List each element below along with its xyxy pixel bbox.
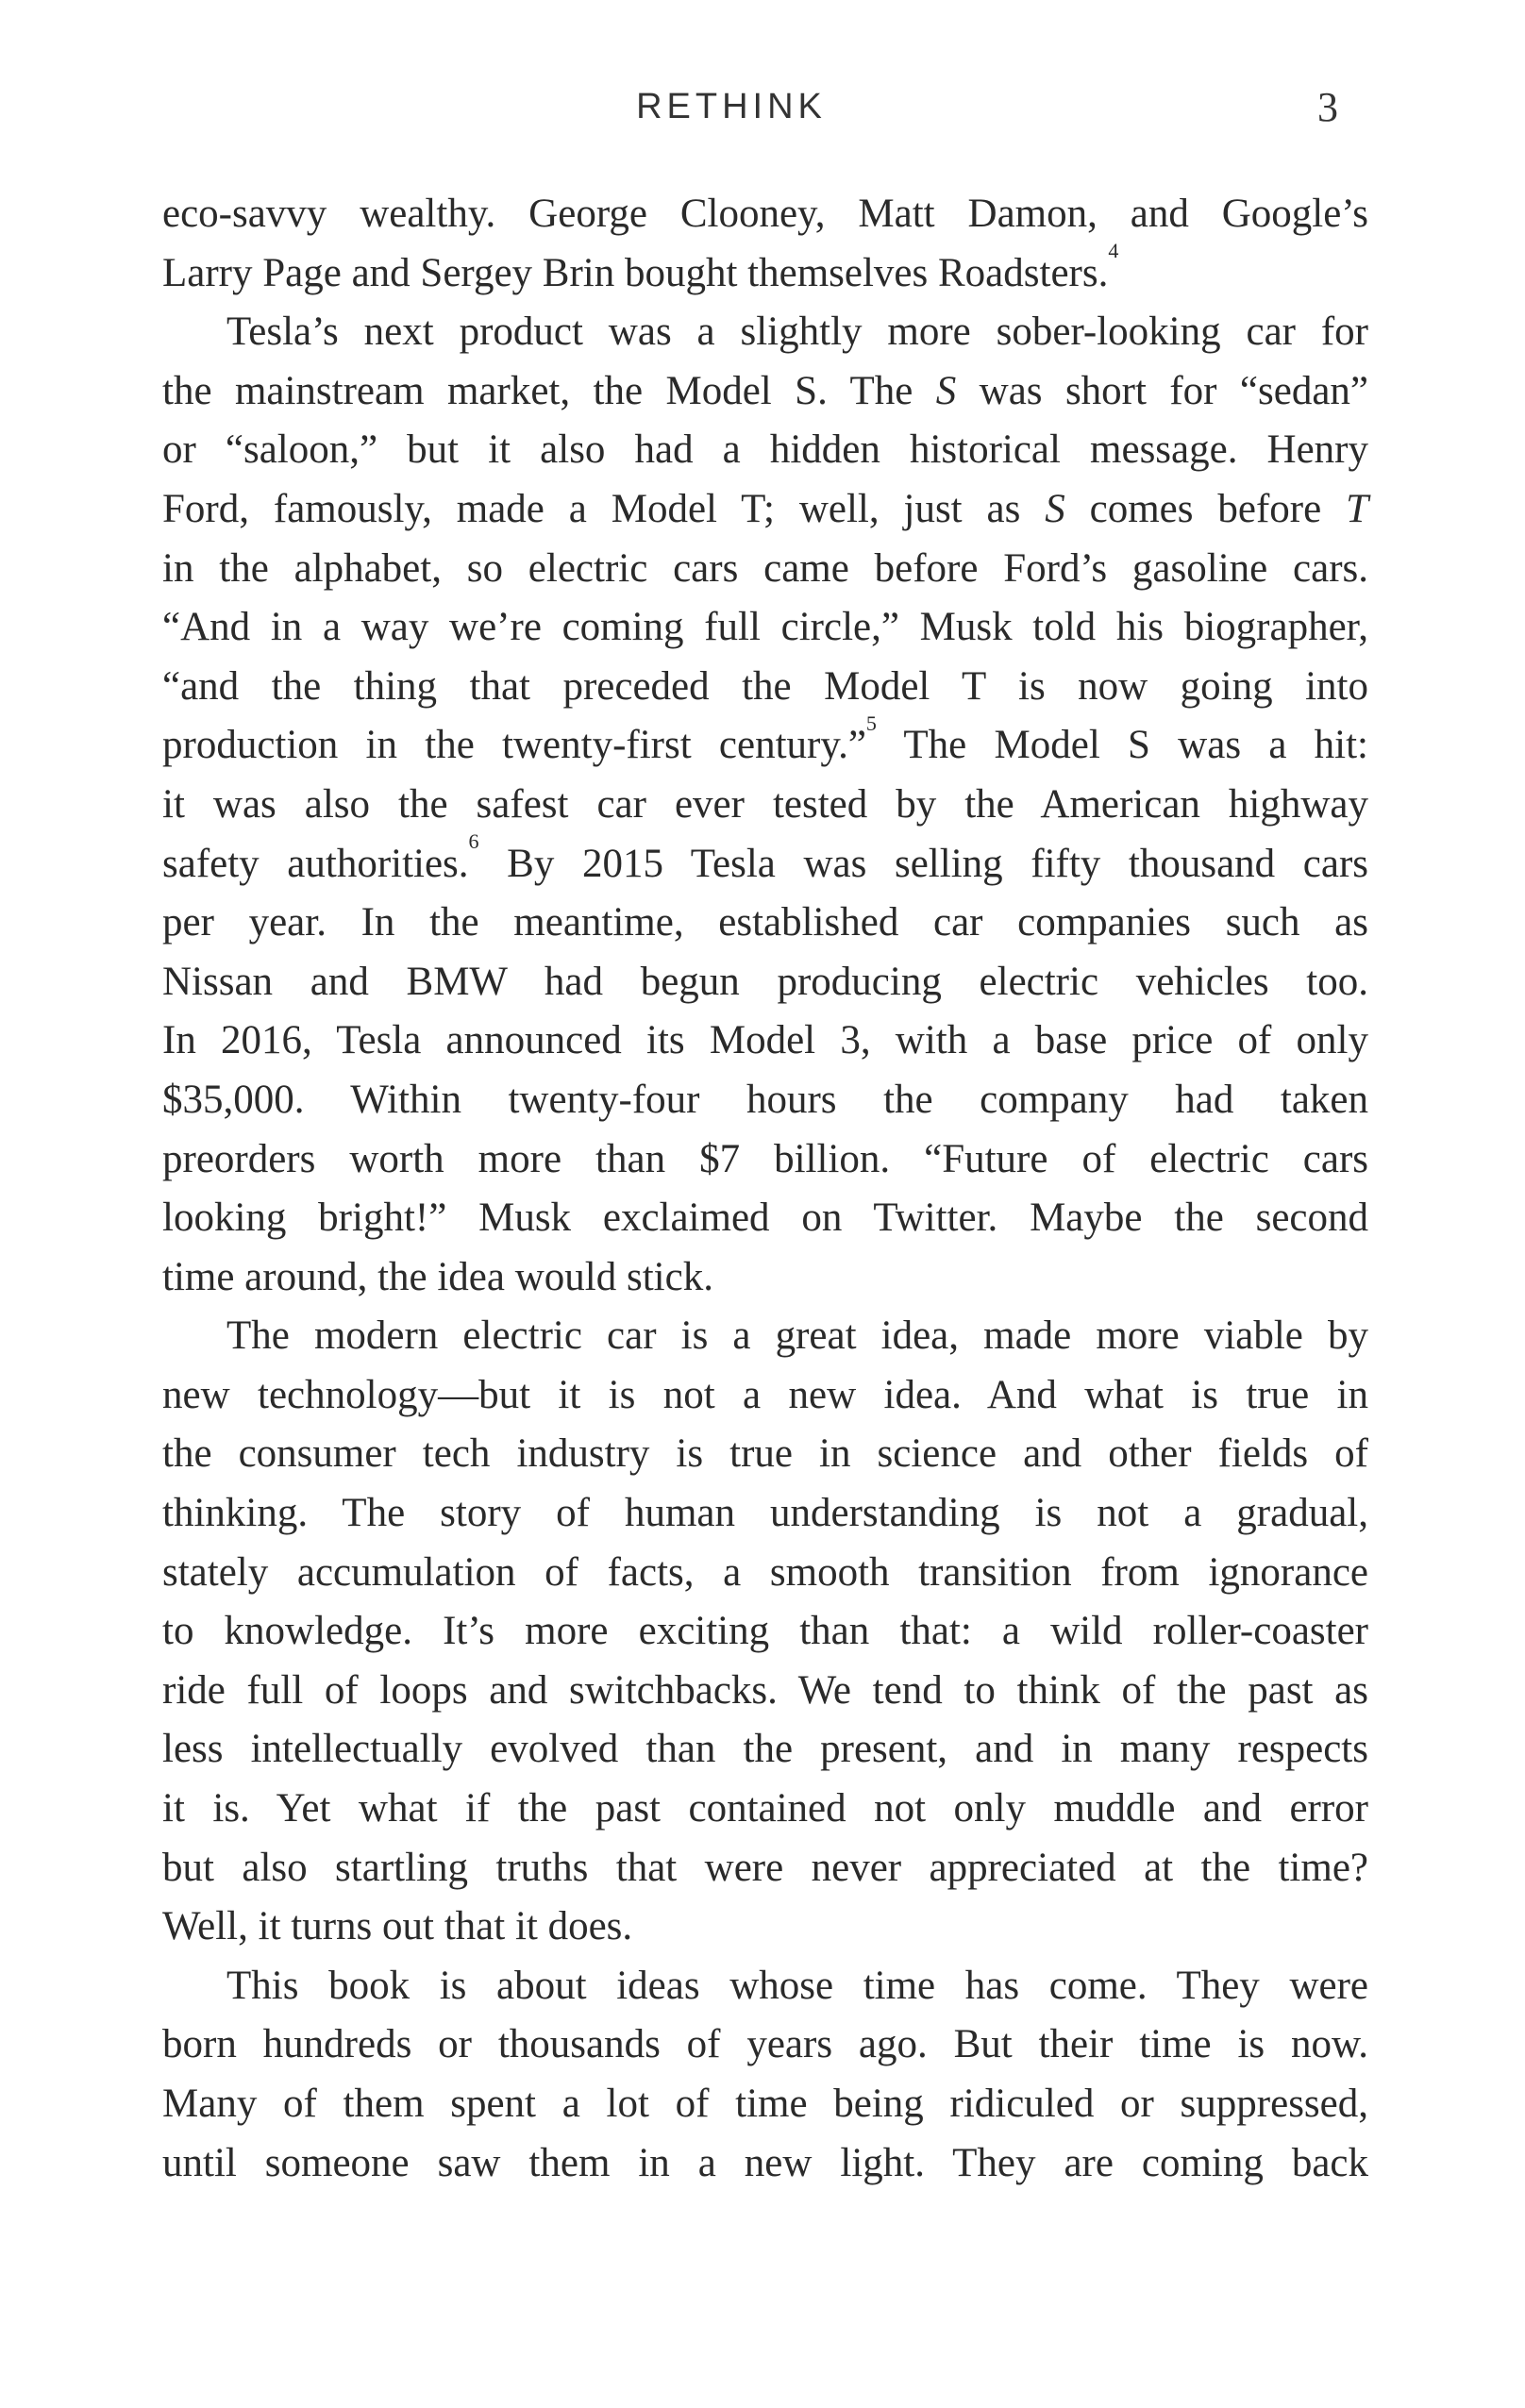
- footnote-ref: 6: [468, 829, 479, 854]
- text-line: new technology—but it is not a new idea. And what is true in: [162, 1372, 1368, 1417]
- text-line: per year. In the meantime, established car companies such as: [162, 900, 1368, 945]
- text-line: Many of them spent a lot of time being ridiculed or suppressed,: [162, 2082, 1368, 2126]
- text-line: $35,000. Within twenty-four hours the company had taken: [162, 1077, 1368, 1122]
- italic-letter: S: [935, 368, 957, 413]
- body-text: [162, 185, 1368, 2193]
- text-span: safety authorities.: [162, 841, 469, 886]
- italic-letter: T: [1346, 486, 1368, 531]
- text-line: the consumer tech industry is true in science and other fields of: [162, 1431, 1368, 1477]
- text-span: Ford, famously, made a Model T; well, just as: [162, 486, 1046, 531]
- text-line: “and the thing that preceded the Model T is now going into: [162, 663, 1368, 709]
- running-head: RETHINK: [636, 87, 827, 126]
- text-line: In 2016, Tesla announced its Model 3, with a base price of only: [162, 1018, 1368, 1063]
- text-line: less intellectually evolved than the present, and in many respects: [162, 1727, 1368, 1772]
- text-line: stately accumulation of facts, a smooth transition from ignorance: [162, 1549, 1368, 1595]
- footnote-ref: 4: [1108, 239, 1119, 263]
- text-line: it is. Yet what if the past contained not only muddle and error: [162, 1786, 1368, 1831]
- text-span: Larry Page and Sergey Brin bought themselves Roadsters.: [162, 250, 1109, 295]
- text-line: until someone saw them in a new light. They are coming back: [162, 2140, 1368, 2185]
- text-line: preorders worth more than $7 billion. “Future of electric cars: [162, 1136, 1368, 1181]
- text-line: born hundreds or thousands of years ago. But their time is now.: [162, 2022, 1368, 2067]
- text-line: time around, the idea would stick.: [162, 1254, 713, 1299]
- italic-letter: S: [1045, 486, 1065, 531]
- text-line: Well, it turns out that it does.: [162, 1904, 633, 1949]
- page-number: 3: [1317, 84, 1338, 130]
- text-line: The modern electric car is a great idea, made more viable by: [226, 1313, 1368, 1359]
- text-span: the mainstream market, the Model S. The: [162, 368, 936, 413]
- text-line: eco-savvy wealthy. George Clooney, Matt Damon, and Google’s: [162, 192, 1368, 236]
- text-line: Nissan and BMW had begun producing electric vehicles too.: [162, 959, 1368, 1004]
- text-line: but also startling truths that were never appreciated at the time?: [162, 1845, 1368, 1890]
- text-line: in the alphabet, so electric cars came before Ford’s gasoline cars.: [162, 545, 1368, 591]
- text-line: [162, 829, 1368, 895]
- text-span: comes before: [1064, 486, 1347, 531]
- text-line: “And in a way we’re coming full circle,” Musk told his biographer,: [162, 605, 1368, 650]
- text-line: [162, 480, 1368, 540]
- text-line: This book is about ideas whose time has come. They were: [226, 1963, 1368, 2008]
- text-line: or “saloon,” but it also had a hidden historical message. Henry: [162, 427, 1368, 473]
- text-line: looking bright!” Musk exclaimed on Twitter. Maybe the second: [162, 1196, 1368, 1241]
- text-span: The Model S was a hit:: [876, 723, 1368, 768]
- text-line: it was also the safest car ever tested by the American highway: [162, 781, 1368, 827]
- text-line: [162, 711, 1368, 776]
- text-span: By 2015 Tesla was selling fifty thousand cars: [478, 841, 1368, 886]
- text-line: [162, 362, 1368, 422]
- text-line: thinking. The story of human understanding is not a gradual,: [162, 1491, 1368, 1536]
- text-span: production in the twenty-first century.”: [162, 723, 866, 768]
- text-line: to knowledge. It’s more exciting than that: a wild roller-coaster: [162, 1609, 1368, 1654]
- footnote-ref: 5: [865, 711, 877, 736]
- text-line: [162, 239, 1368, 304]
- text-line: Tesla’s next product was a slightly more sober-looking car for: [226, 309, 1368, 355]
- text-line: ride full of loops and switchbacks. We tend to think of the past as: [162, 1667, 1368, 1713]
- text-span: was short for “sedan”: [956, 368, 1368, 413]
